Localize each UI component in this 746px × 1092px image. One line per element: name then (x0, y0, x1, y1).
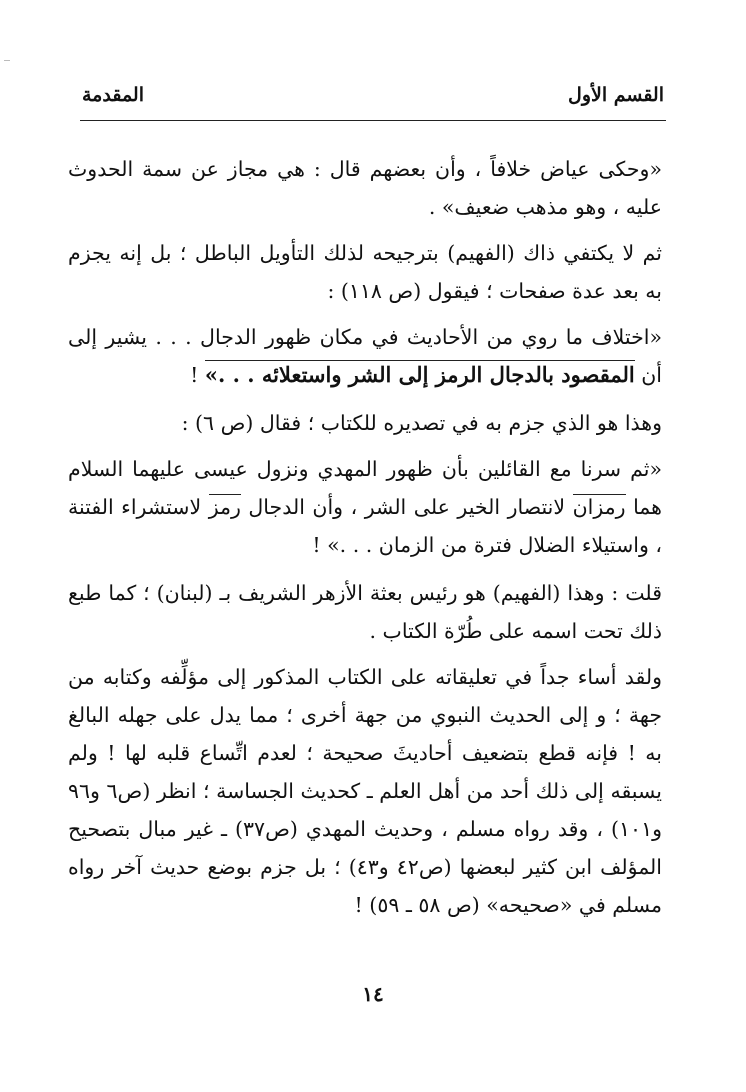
paragraph-criticism: ولقد أساء جداً في تعليقاته على الكتاب المذكور إلى مؤلِّفه وكتابه من جهة ؛ و إلى الحديث النبوي من جهة أخرى ؛ مما يدل على جهله البالغ به ! فإنه قطع بتضعيف أحاديثَ صحيحة ؛ لعدم اتِّساع قلبه لها ! ولم يسبقه إلى ذلك أحد من أهل العلم ـ كحديث الجساسة ؛ انظر (ص٦ و٩٦ و١٠١) ، وقد رواه مسلم ، وحديث المهدي (ص٣٧) ـ غير مبال بتصحيح المؤلف ابن كثير لبعضها (ص٤٢ و٤٣) ؛ بل جزم بوضع حديث آخر رواه مسلم في «صحيحه» (ص ٥٨ ـ ٥٩) ! (68, 665, 662, 917)
quote-dajjal-end: ! (190, 363, 205, 387)
running-header (82, 78, 664, 112)
paragraph-azhar: قلت : وهذا (الفهيم) هو رئيس بعثة الأزهر الشريف بـ (لبنان) ؛ كما طبع ذلك تحت اسمه على طُرّة الكتاب . (68, 581, 662, 643)
quote-mahdi-word-ramz: رمز (208, 495, 241, 519)
paragraph-quote-iyad: «وحكى عياض خلافاً ، وأن بعضهم قال : هي مجاز عن سمة الحدوث عليه ، وهو مذهب ضعيف» . (68, 157, 662, 219)
paragraph-quote-dajjal (68, 318, 662, 394)
quote-mahdi-line1: «ثم سرنا مع القائلين بأن ظهور المهدي ونزول عيسى عليهما السلام هما (68, 457, 662, 519)
quote-dajjal-bold: المقصود بالدجال الرمز إلى الشر واستعلائه . . .» (204, 362, 635, 387)
page-body (68, 150, 662, 932)
quote-dajjal-line1: «اختلاف ما روي من الأحاديث في مكان ظهور الدجال . . . يشير إلى أن (68, 325, 662, 387)
header-chapter-title: المقدمة (82, 84, 145, 106)
paragraph-tawil: ثم لا يكتفي ذاك (الفهيم) بترجيحه لذلك التأويل الباطل ؛ بل إنه يجزم به بعد عدة صفحات ؛ فيقول (ص ١١٨) : (68, 241, 662, 303)
paragraph-quote-mahdi (68, 450, 662, 564)
quote-mahdi-mid: لانتصار الخير على الشر ، وأن الدجال (240, 495, 573, 519)
quote-mahdi-rest: لاستشراء الفتنة ، واستيلاء الضلال فترة من الزمان . . .» ! (68, 495, 662, 557)
header-rule (80, 120, 666, 121)
page-number: ١٤ (362, 982, 384, 1006)
header-section-title: القسم الأول (568, 84, 664, 106)
paragraph-tasdir: وهذا هو الذي جزم به في تصديره للكتاب ؛ فقال (ص ٦) : (181, 411, 662, 435)
quote-mahdi-word-ramzan: رمزان (572, 495, 626, 519)
margin-mark (4, 60, 10, 61)
